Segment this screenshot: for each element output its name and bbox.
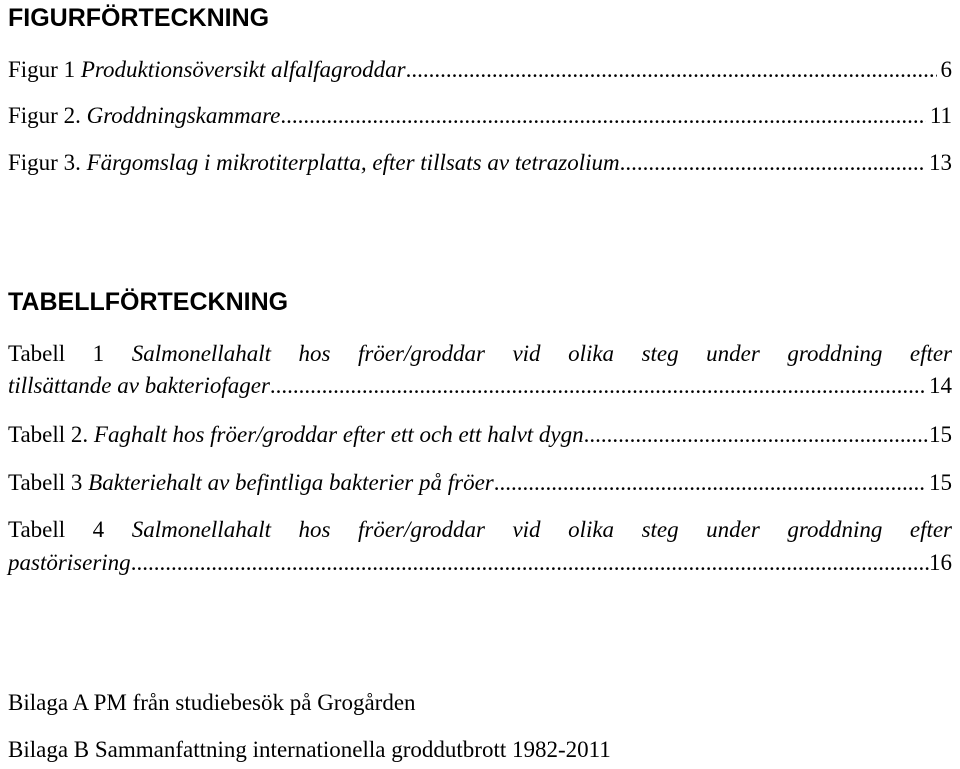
toc-entry-figure-1[interactable]: [8, 58, 952, 81]
page-number: 11: [929, 103, 952, 128]
appendix-label: Bilaga B: [8, 737, 90, 762]
page-number: 15: [929, 422, 952, 447]
page-number: 14: [929, 373, 952, 398]
page-number: 6: [940, 57, 952, 82]
appendix-title: PM från studiebesök på Grogården: [93, 690, 416, 715]
leader-dots: [620, 151, 925, 174]
toc-entry-figure-2[interactable]: [8, 104, 952, 127]
entry-first-line: [8, 342, 952, 365]
entry-label: Tabell 1: [8, 341, 105, 366]
entry-title: Bakteriehalt av befintliga bakterier på fröer: [88, 470, 494, 495]
entry-label: Tabell 2.: [8, 422, 89, 447]
entry-second-line: [8, 374, 952, 397]
leader-dots: [270, 374, 925, 397]
page-number: 13: [929, 150, 952, 175]
leader-dots: [131, 551, 929, 574]
page-number: 16: [929, 550, 952, 575]
entry-label: Tabell 3: [8, 470, 83, 495]
table-list-heading: TABELLFÖRTECKNING: [8, 288, 289, 316]
entry-title: Produktionsöversikt alfalfagroddar: [80, 57, 406, 82]
leader-dots: [406, 58, 937, 81]
entry-title-continued: pastörisering: [8, 550, 131, 575]
entry-title: Faghalt hos fröer/groddar efter ett och ett halvt dygn: [93, 422, 584, 447]
entry-title-continued: tillsättande av bakteriofager: [8, 373, 270, 398]
entry-title: Salmonellahalt hos fröer/groddar vid olika steg under groddning efter: [131, 517, 953, 542]
entry-title: Färgomslag i mikrotiterplatta, efter tillsats av tetrazolium: [86, 150, 620, 175]
entry-title: Salmonellahalt hos fröer/groddar vid olika steg under groddning efter: [131, 341, 953, 366]
appendix-a[interactable]: [8, 691, 952, 714]
entry-label: Figur 2.: [8, 103, 81, 128]
figure-list-heading: FIGURFÖRTECKNING: [8, 4, 270, 32]
appendix-title: Sammanfattning internationella groddutbrott 1982-2011: [94, 737, 611, 762]
page-number: 15: [929, 470, 952, 495]
leader-dots: [280, 104, 925, 127]
appendix-b[interactable]: [8, 738, 952, 761]
entry-label: Tabell 4: [8, 517, 105, 542]
entry-title: Groddningskammare: [86, 103, 281, 128]
toc-entry-table-2[interactable]: [8, 423, 952, 446]
entry-label: Figur 1: [8, 57, 76, 82]
appendix-label: Bilaga A: [8, 690, 88, 715]
leader-dots: [494, 471, 925, 494]
toc-entry-table-3[interactable]: [8, 471, 952, 494]
entry-second-line: [8, 551, 952, 574]
leader-dots: [584, 423, 929, 446]
entry-label: Figur 3.: [8, 150, 81, 175]
entry-first-line: [8, 518, 952, 541]
toc-entry-figure-3[interactable]: [8, 151, 952, 174]
